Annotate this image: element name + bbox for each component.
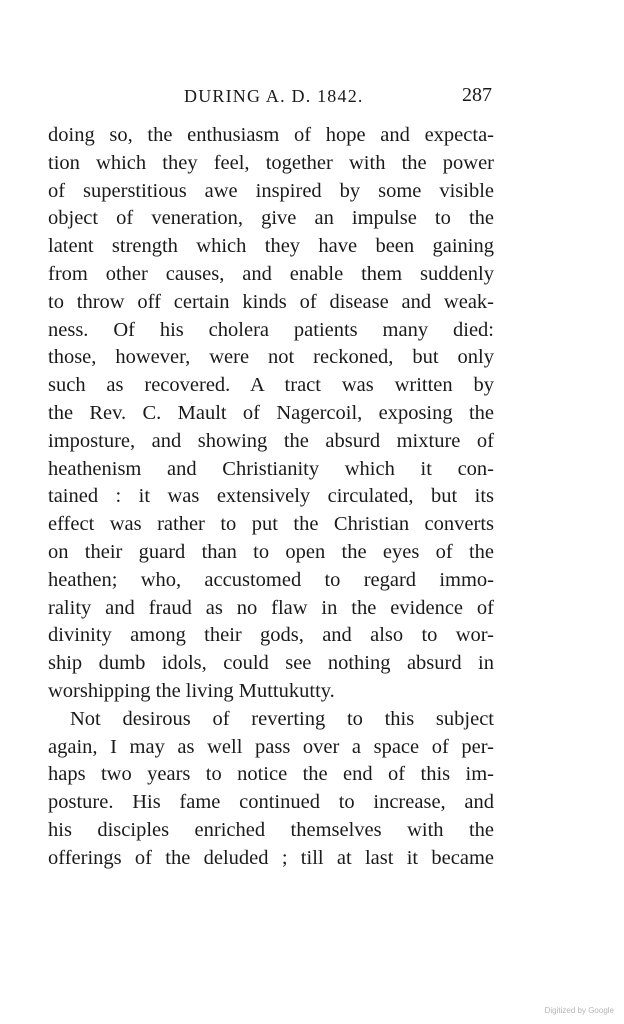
text-line: doing so, the enthusiasm of hope and expecta- <box>48 124 494 146</box>
text-line: from other causes, and enable them suddenly <box>48 262 494 285</box>
text-line: object of veneration, give an impulse to the <box>48 207 494 230</box>
text-line: heathenism and Christianity which it con- <box>48 457 494 480</box>
text-line: on their guard than to open the eyes of the <box>48 540 494 563</box>
text-line: posture. His fame continued to increase, and <box>48 791 494 814</box>
text-line: those, however, were not reckoned, but only <box>48 346 494 369</box>
text-line: latent strength which they have been gaining <box>48 235 494 258</box>
body-text <box>48 122 494 873</box>
text-line: such as recovered. A tract was written by <box>48 374 494 397</box>
text-line: to throw off certain kinds of disease and weak- <box>48 290 494 313</box>
text-line: heathen; who, accustomed to regard immo- <box>48 568 494 591</box>
text-line: divinity among their gods, and also to wor- <box>48 624 494 647</box>
text-line: tained : it was extensively circulated, but its <box>48 485 494 508</box>
text-line: the Rev. C. Mault of Nagercoil, exposing the <box>48 401 494 424</box>
running-head: DURING A. D. 1842. <box>184 86 364 106</box>
text-line: haps two years to notice the end of this im- <box>48 763 494 786</box>
text-line: imposture, and showing the absurd mixture of <box>48 429 494 452</box>
paragraph-start-line: Not desirous of reverting to this subject <box>70 707 494 730</box>
text-line: tion which they feel, together with the power <box>48 151 494 174</box>
text-line: rality and fraud as no flaw in the evidence of <box>48 596 494 619</box>
text-line: of superstitious awe inspired by some visible <box>48 179 494 202</box>
text-line: again, I may as well pass over a space of per- <box>48 735 494 758</box>
text-line: ship dumb idols, could see nothing absurd in <box>48 652 494 675</box>
text-line: his disciples enriched themselves with the <box>48 818 494 841</box>
page-header <box>48 82 494 112</box>
paragraph-end-line: worshipping the living Muttukutty. <box>48 679 335 702</box>
text-line: ness. Of his cholera patients many died: <box>48 318 494 341</box>
digitized-watermark: Digitized by Google <box>544 1006 614 1015</box>
text-line: offerings of the deluded ; till at last it became <box>48 846 494 869</box>
page-number: 287 <box>462 84 492 106</box>
text-line: effect was rather to put the Christian converts <box>48 513 494 536</box>
